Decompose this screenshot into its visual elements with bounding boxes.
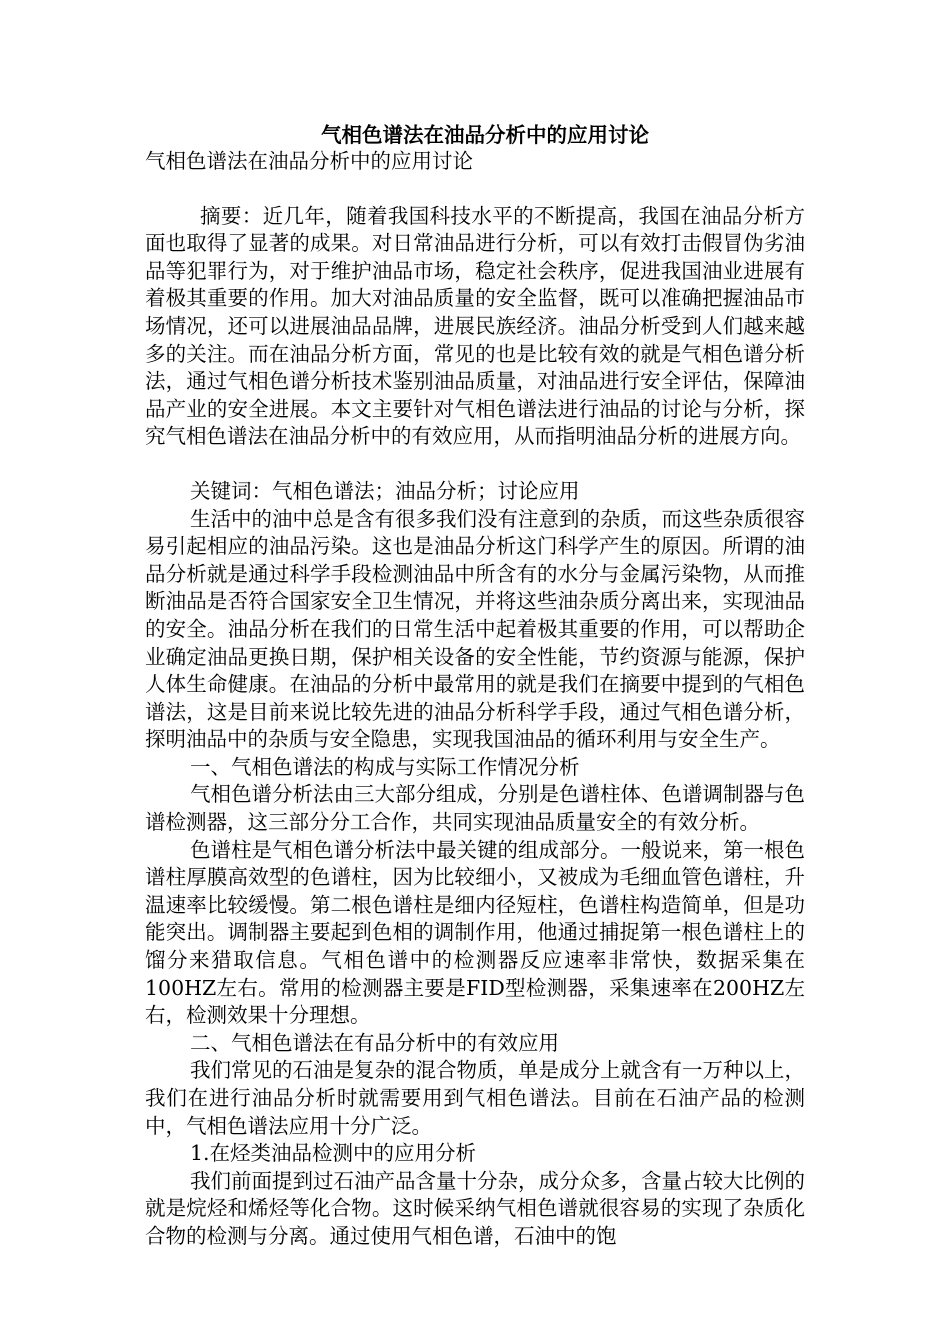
section-1-paragraph-1: 气相色谱分析法由三大部分组成，分别是色谱柱体、色谱调制器与色谱检测器，这三部分分工合作，共同实现油品质量安全的有效分析。 [145,782,805,835]
abstract-paragraph: 摘要：近几年，随着我国科技水平的不断提高，我国在油品分析方面也取得了显著的成果。对日常油品进行分析，可以有效打击假冒伪劣油品等犯罪行为，对于维护油品市场，稳定社会秩序，促进我国油业进展有着极其重要的作用。加大对油品质量的安全监督，既可以准确把握油品市场情况，还可以进展油品品牌，进展民族经济。油品分析受到人们越来越多的关注。而在油品分析方面，常见的也是比较有效的就是气相色谱分析法，通过气相色谱分析技术鉴别油品质量，对油品进行安全评估，保障油品产业的安全进展。本文主要针对气相色谱法进行油品的讨论与分析，探究气相色谱法在油品分析中的有效应用，从而指明油品分析的进展方向。 [145,203,805,449]
section-2-heading: 二、气相色谱法在有品分析中的有效应用 [190,1030,559,1055]
document-title: 气相色谱法在油品分析中的应用讨论 [321,123,649,147]
document-page [145,122,805,1251]
intro-paragraph: 生活中的油中总是含有很多我们没有注意到的杂质，而这些杂质很容易引起相应的油品污染。这也是油品分析这门科学产生的原因。所谓的油品分析就是通过科学手段检测油品中所含有的水分与金属污染物，从而推断油品是否符合国家安全卫生情况，并将这些油杂质分离出来，实现油品的安全。油品分析在我们的日常生活中起着极其重要的作用，可以帮助企业确定油品更换日期，保护相关设备的安全性能，节约资源与能源，保护人体生命健康。在油品的分析中最常用的就是我们在摘要中提到的气相色谱法，这是目前来说比较先进的油品分析科学手段，通过气相色谱分析，探明油品中的杂质与安全隐患，实现我国油品的循环利用与安全生产。 [145,506,805,752]
section-2-paragraph-1: 我们常见的石油是复杂的混合物质，单是成分上就含有一万种以上，我们在进行油品分析时就需要用到气相色谱法。目前在石油产品的检测中，气相色谱法应用十分广泛。 [145,1058,805,1138]
section-1-paragraph-2: 色谱柱是气相色谱分析法中最关键的组成部分。一般说来，第一根色谱柱厚膜高效型的色谱柱，因为比较细小，又被成为毛细血管色谱柱，升温速率比较缓慢。第二根色谱柱是细内径短柱，色谱柱构造简单，但是功能突出。调制器主要起到色相的调制作用，他通过捕捉第一根色谱柱上的馏分来猎取信息。气相色谱中的检测器反应速率非常快，数据采集在100HZ左右。常用的检测器主要是FID型检测器，采集速率在200HZ左右，检测效果十分理想。 [145,837,805,1028]
keywords-line: 关键词：气相色谱法；油品分析；讨论应用 [190,478,580,503]
section-2-sub-1-heading: 1.在烃类油品检测中的应用分析 [190,1141,477,1166]
section-1-heading: 一、气相色谱法的构成与实际工作情况分析 [190,754,580,779]
document-subtitle: 气相色谱法在油品分析中的应用讨论 [145,149,473,173]
section-2-sub-1-paragraph-1: 我们前面提到过石油产品含量十分杂，成分众多，含量占较大比例的就是烷烃和烯烃等化合物。这时候采纳气相色谱就很容易的实现了杂质化合物的检测与分离。通过使用气相色谱，石油中的饱 [145,1168,805,1248]
